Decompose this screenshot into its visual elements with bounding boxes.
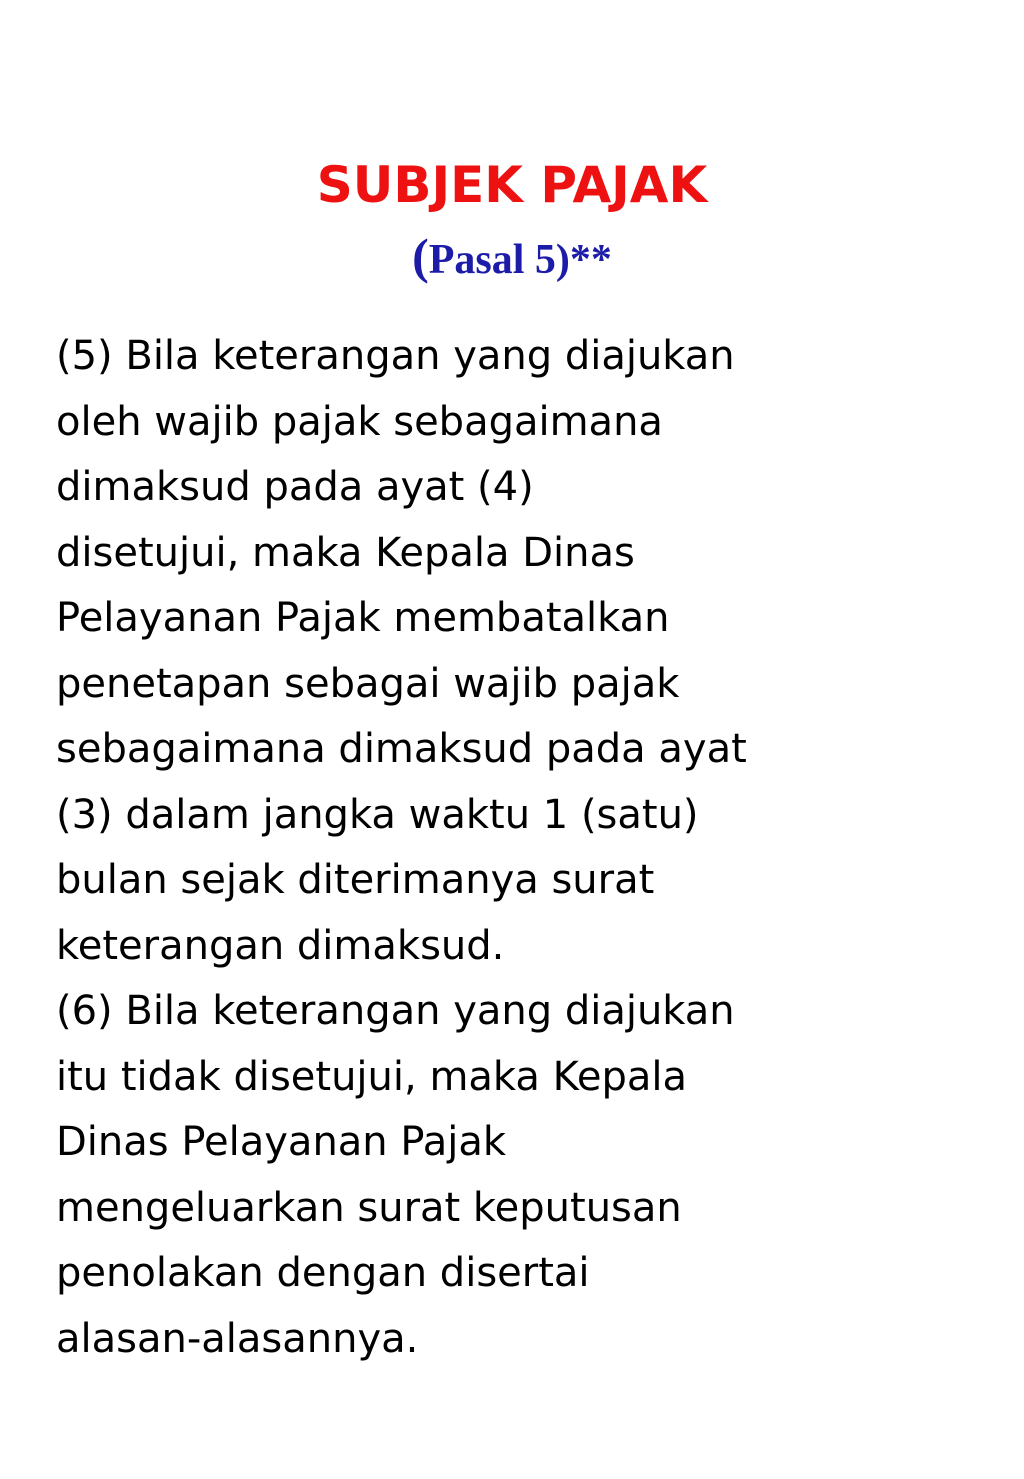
subtitle-text: Pasal 5)** bbox=[428, 237, 612, 283]
slide-body bbox=[56, 324, 996, 1372]
paragraph-line: disetujui, maka Kepala Dinas bbox=[56, 529, 635, 576]
paragraph-line: Dinas Pelayanan Pajak bbox=[56, 1119, 506, 1165]
paragraph-line: dimaksud pada ayat (4) bbox=[56, 464, 534, 510]
paragraph-line: bulan sejak diterimanya surat bbox=[56, 857, 655, 903]
paragraph-line: oleh wajib pajak sebagaimana bbox=[56, 398, 663, 445]
paragraph-line: (5) Bila keterangan yang diajukan bbox=[56, 333, 735, 379]
paragraph-5 bbox=[56, 324, 996, 979]
paragraph-line: penetapan sebagai wajib pajak bbox=[56, 660, 680, 707]
paragraph-line: (6) Bila keterangan yang diajukan bbox=[56, 988, 735, 1034]
paragraph-line: keterangan dimaksud. bbox=[56, 922, 505, 969]
slide-subtitle bbox=[0, 228, 1024, 288]
paragraph-6 bbox=[56, 979, 996, 1372]
paragraph-line: penolakan dengan disertai bbox=[56, 1250, 590, 1296]
slide-title: SUBJEK PAJAK bbox=[316, 156, 708, 214]
paragraph-line: itu tidak disetujui, maka Kepala bbox=[56, 1053, 687, 1100]
paragraph-line: Pelayanan Pajak membatalkan bbox=[56, 595, 670, 641]
paragraph-line: mengeluarkan surat keputusan bbox=[56, 1184, 682, 1231]
subtitle-open-paren: ( bbox=[412, 228, 429, 284]
paragraph-line: alasan-alasannya. bbox=[56, 1315, 419, 1362]
paragraph-line: (3) dalam jangka waktu 1 (satu) bbox=[56, 791, 699, 838]
paragraph-line: sebagaimana dimaksud pada ayat bbox=[56, 726, 747, 772]
